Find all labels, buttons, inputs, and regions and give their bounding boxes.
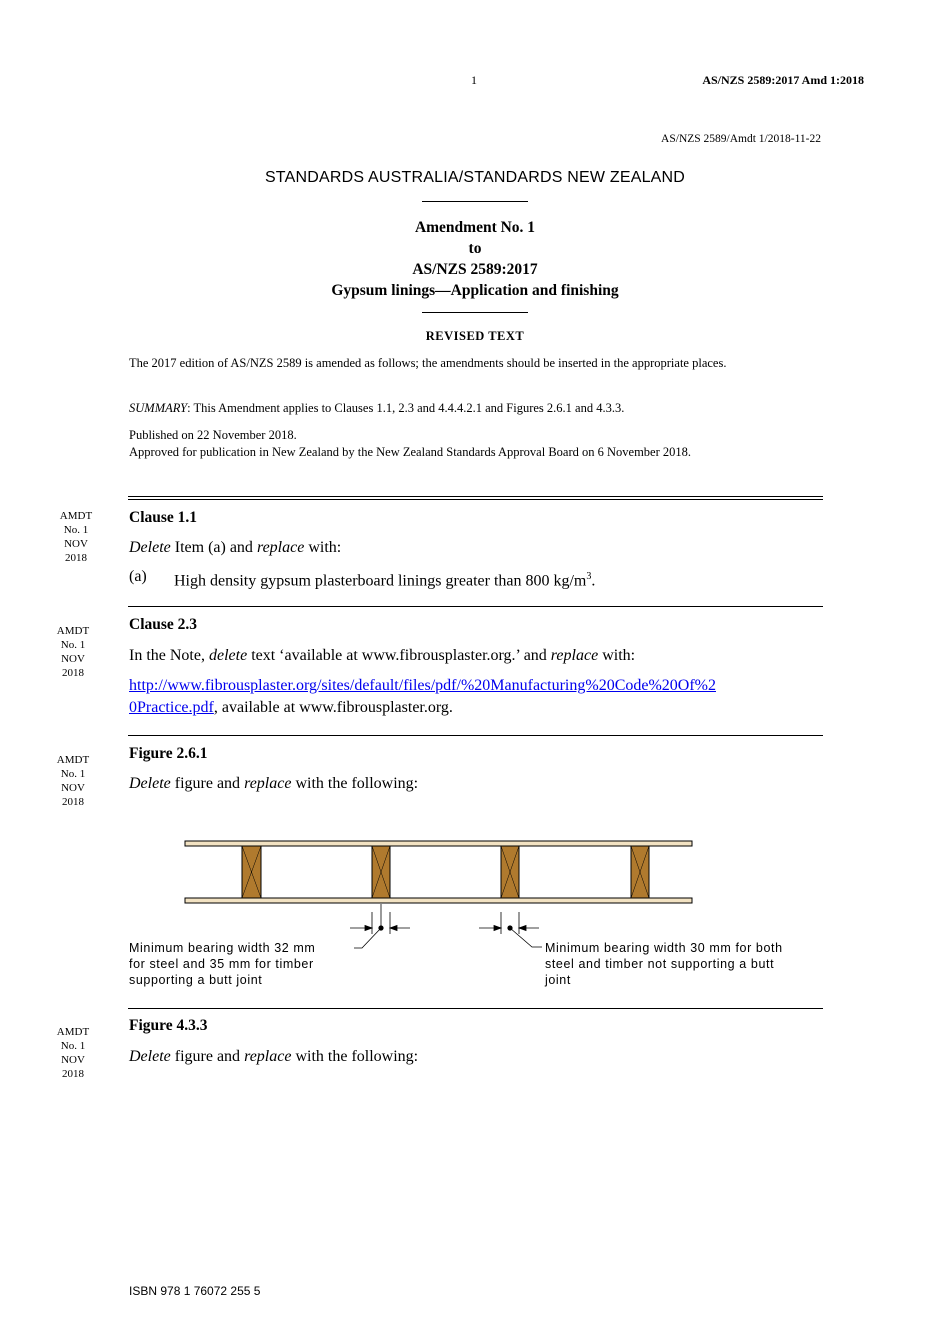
instruction-text: with the following: (291, 775, 419, 792)
margin-note-line: No. 1 (60, 1040, 86, 1052)
figure-2-6-1-heading: Figure 2.6.1 (129, 745, 208, 762)
margin-note-line: NOV (61, 653, 85, 665)
replace-word: replace (550, 647, 599, 664)
timber-stud (501, 846, 519, 898)
left-dimension-marker (350, 904, 410, 948)
amended-statement: The 2017 edition of AS/NZS 2589 is amended as follows; the amendments should be inserted in the appropriate places. (129, 356, 727, 370)
caption-left (129, 940, 315, 988)
caption-line: Minimum bearing width 32 mm (129, 941, 316, 955)
instruction-text: text ‘available at www.fibrousplaster.org.’ and (247, 647, 551, 664)
caption-line: Minimum bearing width 30 mm for both (545, 941, 783, 955)
page-number: 1 (471, 73, 477, 87)
caption-line: steel and timber not supporting a butt (545, 957, 775, 971)
margin-note-line: No. 1 (63, 524, 89, 536)
published-line: Published on 22 November 2018. (129, 428, 297, 442)
margin-note-line: 2018 (65, 552, 87, 564)
margin-note-line: AMDT (56, 754, 90, 766)
margin-note-line: NOV (61, 1054, 85, 1066)
margin-note-line: AMDT (56, 625, 90, 637)
caption-line: for steel and 35 mm for timber (129, 957, 314, 971)
replace-word: replace (244, 775, 292, 792)
instruction-text: figure and (170, 775, 245, 792)
replace-word: replace (256, 539, 305, 556)
clause-1-1-heading: Clause 1.1 (129, 509, 198, 526)
caption-line: supporting a butt joint (129, 973, 263, 987)
margin-note-line: AMDT (59, 510, 93, 522)
delete-word: delete (208, 647, 248, 664)
top-board (185, 841, 692, 846)
timber-stud (372, 846, 390, 898)
right-dimension-marker (479, 912, 542, 947)
figure-4-3-3-heading: Figure 4.3.3 (129, 1017, 208, 1034)
timber-stud (242, 846, 261, 898)
clause-1-1-item-label: (a) (129, 568, 147, 585)
delete-word: Delete (129, 775, 171, 792)
title-line-1: Amendment No. 1 (414, 219, 536, 236)
margin-note-line: No. 1 (60, 639, 86, 651)
figure-4-3-3-instruction (129, 1046, 418, 1068)
item-superscript: 3 (586, 571, 592, 582)
instruction-text: In the Note, (129, 647, 209, 664)
isbn: ISBN 978 1 76072 255 5 (129, 1284, 261, 1298)
replace-word: replace (244, 1048, 292, 1065)
item-text: High density gypsum plasterboard linings greater than 800 kg/m (174, 572, 587, 590)
margin-note-line: No. 1 (60, 768, 86, 780)
approved-line: Approved for publication in New Zealand by the New Zealand Standards Approval Board on 6 November 2018. (129, 445, 692, 459)
standard-reference: AS/NZS 2589:2017 Amd 1:2018 (702, 73, 864, 87)
fibrousplaster-link[interactable]: 0Practice.pdf (129, 699, 214, 716)
link-trailing-text: , available at www.fibrousplaster.org. (213, 699, 453, 716)
instruction-text: Item (a) and (170, 539, 257, 556)
instruction-text: with the following: (291, 1048, 419, 1065)
caption-right (545, 940, 783, 988)
margin-note-line: 2018 (62, 667, 84, 679)
fibrousplaster-link[interactable]: http://www.fibrousplaster.org/sites/default/files/pdf/%20Manufacturing%20Code%20Of%2 (129, 677, 716, 694)
amdt-margin-note (48, 1025, 98, 1081)
title-line-3: AS/NZS 2589:2017 (412, 261, 538, 278)
clause-2-3-heading: Clause 2.3 (129, 616, 198, 633)
delete-word: Delete (129, 539, 171, 556)
bottom-board (185, 898, 692, 903)
revised-text-label: REVISED TEXT (425, 329, 525, 343)
instruction-text: with: (304, 539, 342, 556)
timber-stud (631, 846, 649, 898)
organization-title: STANDARDS AUSTRALIA/STANDARDS NEW ZEALAND (264, 169, 686, 186)
instruction-text: figure and (170, 1048, 245, 1065)
margin-note-line: NOV (64, 538, 88, 550)
title-line-2: to (468, 240, 482, 257)
margin-note-line: NOV (61, 782, 85, 794)
summary-label: SUMMARY (129, 401, 188, 415)
delete-word: Delete (129, 1048, 171, 1065)
margin-note-line: 2018 (62, 796, 84, 808)
margin-note-line: AMDT (56, 1026, 90, 1038)
instruction-text: with: (598, 647, 636, 664)
caption-line: joint (545, 973, 571, 987)
margin-note-line: 2018 (62, 1068, 84, 1080)
section-rule (128, 1008, 823, 1009)
summary-text: : This Amendment applies to Clauses 1.1, 2.3 and 4.4.4.2.1 and Figures 2.6.1 and 4.3.3. (187, 401, 625, 415)
item-end: . (591, 572, 596, 590)
amendment-reference: AS/NZS 2589/Amdt 1/2018-11-22 (661, 133, 821, 145)
title-line-4: Gypsum linings—Application and finishing (331, 282, 619, 299)
